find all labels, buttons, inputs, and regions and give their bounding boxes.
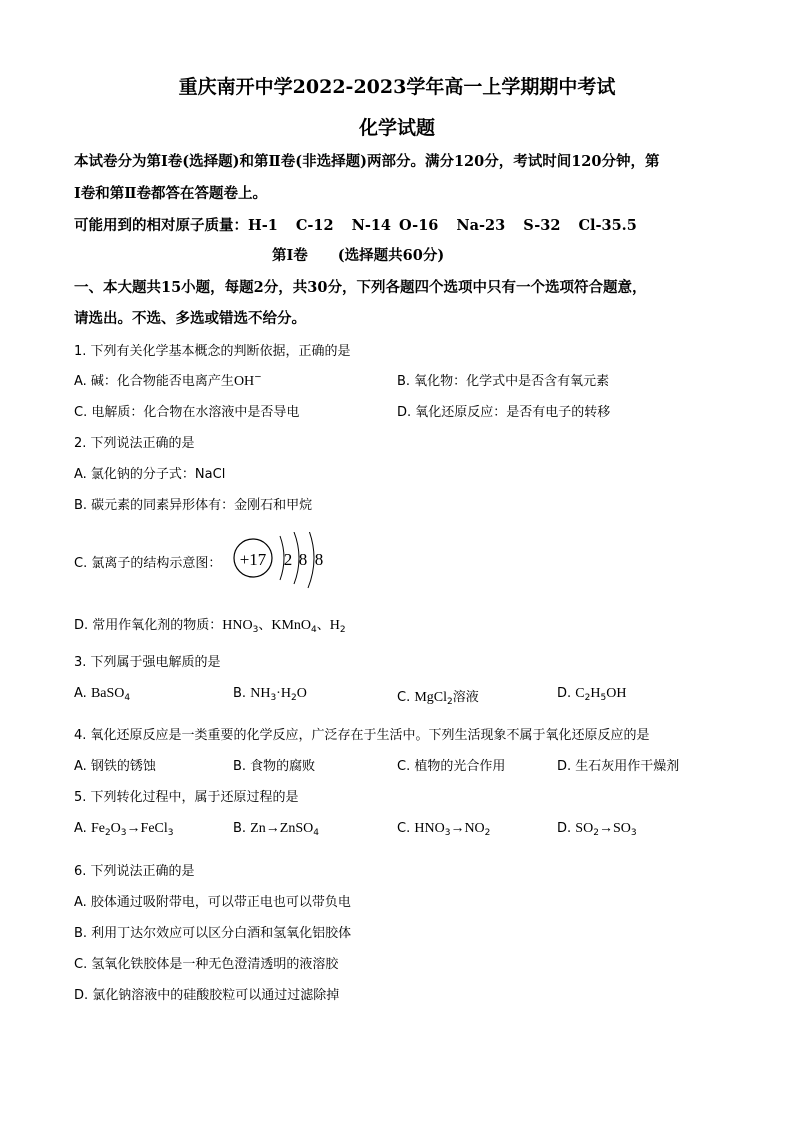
q4-option-c: C. 植物的光合作用 <box>397 759 506 774</box>
q2-stem: 2. 下列说法正确的是 <box>74 436 195 451</box>
q3-b-h: H <box>280 686 291 701</box>
nucleus-charge: +17 <box>239 550 267 569</box>
q2-d-h2-sub: 2 <box>339 625 346 635</box>
q2-option-d <box>74 614 346 635</box>
q5-stem: 5. 下列转化过程中，属于还原过程的是 <box>74 790 299 805</box>
q5-d-arrow: → <box>598 821 613 836</box>
q3-a-label: A. <box>74 686 87 701</box>
q5-a-fecl: FeCl <box>140 821 168 836</box>
q5-b-zn: Zn <box>250 821 266 836</box>
q3-a-formula: BaSO <box>90 686 125 701</box>
q2-d-hno3: HNO <box>222 618 253 633</box>
q3-d-c: C <box>575 686 585 701</box>
q3-c-label: C. <box>397 690 411 705</box>
q5-c-arrow: → <box>450 821 465 836</box>
q5-b-znso-sub: 4 <box>313 828 319 838</box>
atomic-masses <box>74 214 637 235</box>
q2-option-b: B. 碳元素的同素异形体有：金刚石和甲烷 <box>74 498 313 513</box>
q3-option-d <box>557 686 626 703</box>
q4-option-d: D. 生石灰用作干燥剂 <box>557 759 680 774</box>
shell-electrons-2: 8 <box>298 550 308 569</box>
q1-option-a-text: A. 碱：化合物能否电离产生 <box>74 374 234 389</box>
q5-a-fe: Fe <box>90 821 105 836</box>
q2-d-h2: H <box>329 618 340 633</box>
q3-d-c-sub: 2 <box>584 693 591 703</box>
section-heading <box>272 244 444 265</box>
q1-option-a-formula: OH <box>233 374 255 389</box>
q4-stem: 4. 氧化还原反应是一类重要的化学反应，广泛存在于生活中。下列生活现象不属于氧化还原反应的是 <box>74 728 650 743</box>
q1-option-a-charge: − <box>254 372 262 383</box>
q1-option-c: C. 电解质：化合物在水溶液中是否导电 <box>74 405 300 420</box>
q3-b-dot: · <box>276 686 281 701</box>
exam-title: 重庆南开中学2022-2023学年高一上学期期中考试 <box>178 76 616 98</box>
q5-c-hno-sub: 3 <box>444 828 451 838</box>
q5-option-d <box>557 821 637 838</box>
q1-option-b: B. 氧化物：化学式中是否含有氧元素 <box>397 374 610 389</box>
q5-c-no: NO <box>464 821 485 836</box>
q2-option-d-text: D. 常用作氧化剂的物质： <box>74 618 223 633</box>
q5-d-so3: SO <box>612 821 631 836</box>
q3-b-nh3: NH <box>250 686 271 701</box>
section-heading-b: (选择题共60分) <box>337 247 445 264</box>
q3-c-sub: 2 <box>447 697 453 707</box>
q6-stem: 6. 下列说法正确的是 <box>74 864 195 879</box>
intro-line-2: Ⅰ卷和第Ⅱ卷都答在答题卷上。 <box>74 185 268 202</box>
q3-b-nh3-sub: 3 <box>270 693 277 703</box>
q1-stem: 1. 下列有关化学基本概念的判断依据，正确的是 <box>74 344 351 359</box>
q6-option-d: D. 氯化钠溶液中的硅酸胶粒可以通过过滤除掉 <box>74 988 340 1003</box>
q5-option-a <box>74 821 174 838</box>
q3-d-oh: OH <box>606 686 627 701</box>
q5-d-so3-sub: 3 <box>630 828 637 838</box>
q3-stem: 3. 下列属于强电解质的是 <box>74 655 221 670</box>
atomic-mass-na: Na-23 <box>456 217 506 234</box>
q4-option-a: A. 钢铁的锈蚀 <box>74 759 156 774</box>
q5-d-label: D. <box>557 821 572 836</box>
q3-c-formula: MgCl <box>414 690 448 705</box>
shell-electrons-3: 8 <box>314 550 324 569</box>
q6-option-b: B. 利用丁达尔效应可以区分白酒和氢氧化铝胶体 <box>74 926 352 941</box>
q3-option-b <box>233 686 307 703</box>
q5-d-so: SO <box>575 821 594 836</box>
shell-arc-3 <box>308 532 314 588</box>
q1-option-a <box>74 370 262 390</box>
q2-d-kmno4-sub: 4 <box>311 625 317 635</box>
atomic-mass-o: O-16 <box>399 217 439 234</box>
q5-d-so-sub: 2 <box>593 828 599 838</box>
q3-option-a <box>74 686 130 703</box>
q5-a-o-sub: 3 <box>120 828 127 838</box>
q2-d-hno3-sub: 3 <box>252 625 259 635</box>
q6-option-c: C. 氢氧化铁胶体是一种无色澄清透明的液溶胶 <box>74 957 339 972</box>
atomic-mass-cl: Cl-35.5 <box>578 217 637 234</box>
q2-d-sep2: 、 <box>316 618 330 633</box>
exam-subtitle: 化学试题 <box>358 117 435 139</box>
q5-a-fe-sub: 2 <box>104 828 111 838</box>
q3-d-label: D. <box>557 686 572 701</box>
q5-c-hno: HNO <box>414 821 445 836</box>
q3-b-o: O <box>296 686 307 701</box>
q5-c-label: C. <box>397 821 411 836</box>
q3-b-h-sub: 2 <box>290 693 297 703</box>
q3-d-h: H <box>590 686 601 701</box>
q5-b-arrow: → <box>265 821 280 836</box>
shell-electrons-1: 2 <box>283 550 293 569</box>
q5-a-fecl-sub: 3 <box>167 828 174 838</box>
q5-b-label: B. <box>233 821 247 836</box>
q6-option-a: A. 胶体通过吸附带电，可以带正电也可以带负电 <box>74 895 351 910</box>
section-instructions-1: 一、本大题共15小题，每题2分，共30分，下列各题四个选项中只有一个选项符合题意， <box>74 279 647 296</box>
atomic-mass-c: C-12 <box>295 217 334 234</box>
q4-option-b: B. 食物的腐败 <box>233 759 316 774</box>
q5-option-c <box>397 821 490 838</box>
q2-d-kmno4: KMnO <box>271 618 312 633</box>
atomic-mass-h: H-1 <box>248 217 278 234</box>
q5-a-o: O <box>110 821 121 836</box>
q3-option-c <box>397 686 479 707</box>
q3-b-label: B. <box>233 686 247 701</box>
intro-line-1: 本试卷分为第Ⅰ卷(选择题)和第Ⅱ卷(非选择题)两部分。满分120分，考试时间120分钟，第 <box>74 153 660 170</box>
section-instructions-2: 请选出。不选、多选或错选不给分。 <box>74 310 306 327</box>
q5-b-znso: ZnSO <box>279 821 314 836</box>
q3-d-h-sub: 5 <box>600 693 607 703</box>
atomic-mass-s: S-32 <box>523 217 561 234</box>
q5-option-b <box>233 821 319 838</box>
chloride-ion-diagram <box>230 532 340 592</box>
atomic-mass-n: N-14 <box>351 217 392 234</box>
q3-a-sub: 4 <box>124 693 131 703</box>
q5-a-label: A. <box>74 821 87 836</box>
q5-c-no-sub: 2 <box>484 828 491 838</box>
q2-d-sep1: 、 <box>258 618 272 633</box>
q5-a-arrow: → <box>126 821 141 836</box>
q3-c-suffix: 溶液 <box>452 690 479 705</box>
q2-option-c: C. 氯离子的结构示意图： <box>74 556 222 571</box>
q1-option-d: D. 氧化还原反应：是否有电子的转移 <box>397 405 611 420</box>
atomic-masses-label: 可能用到的相对原子质量： <box>74 217 248 234</box>
q2-option-a: A. 氯化钠的分子式：NaCl <box>74 467 226 482</box>
section-heading-a: 第Ⅰ卷 <box>272 247 308 264</box>
